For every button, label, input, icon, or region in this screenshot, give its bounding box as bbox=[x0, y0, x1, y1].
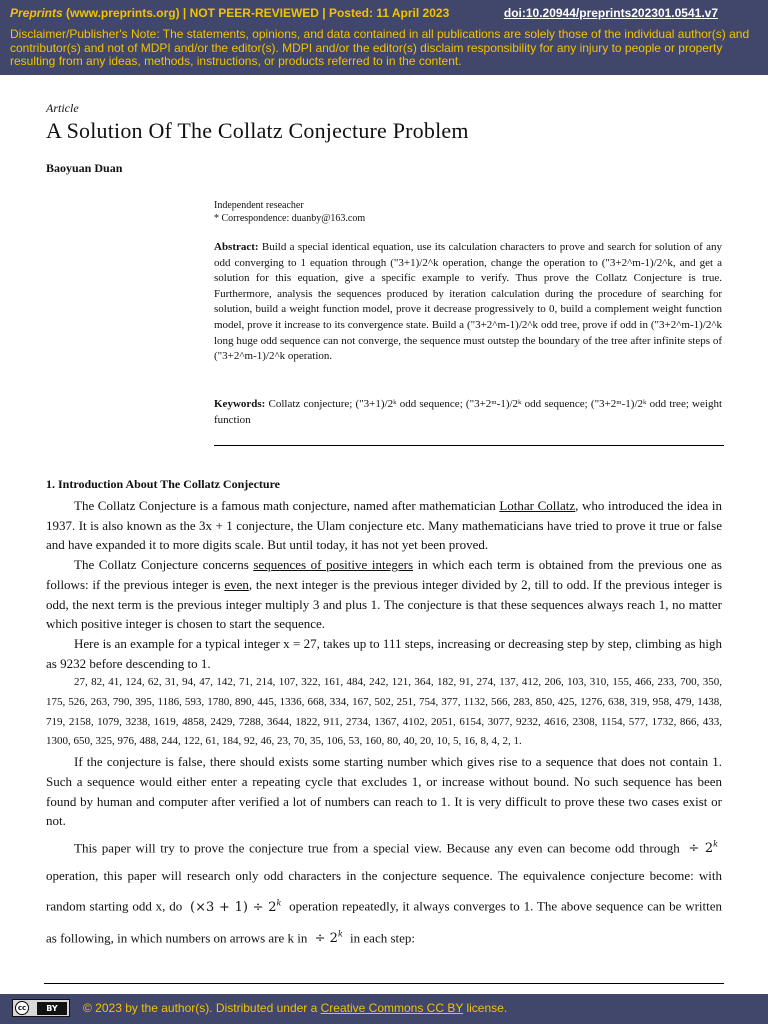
text: in which each term is obtained from the previous one as follows: if the previous integer is bbox=[46, 557, 722, 592]
license-link[interactable]: Creative Commons CC BY bbox=[320, 1001, 464, 1015]
text: The Collatz Conjecture concerns bbox=[74, 557, 254, 573]
banner-header bbox=[10, 6, 449, 20]
math-expr: (×3 + 1) ÷ 2 bbox=[190, 899, 277, 915]
banner-status: (www.preprints.org) | NOT PEER-REVIEWED | Posted: 11 April 2023 bbox=[62, 6, 450, 20]
text: in each step: bbox=[350, 929, 416, 945]
keywords bbox=[214, 397, 722, 428]
paragraph-4: If the conjecture is false, there should exists some starting number which gives rise to a sequence that does not contain 1. Such a sequence would either enter a repeating cycle that excludes 1, or increase without bound. No such sequence has been found by human and computer after verified a lot of numbers can reach to 1. It is very difficult to prove these two cases exist or not. bbox=[46, 754, 722, 829]
lothar-collatz-link[interactable]: Lothar Collatz bbox=[499, 498, 576, 513]
license-footer bbox=[0, 994, 768, 1024]
by-icon: BY bbox=[37, 1002, 67, 1015]
math-expr: ÷ 2 bbox=[314, 930, 338, 946]
collatz-sequence: 27, 82, 41, 124, 62, 31, 94, 47, 142, 71, 214, 107, 322, 161, 484, 242, 121, 364, 182, 91, 274, 137, 412, 206, 103, 310, 155, 466, 233, 700, 350, 175, 526, 263, 790, 395, 1186, 593, 1780, 890, 445, 1336, 668, 334, 167, 502, 251, 754, 377, 1132, 566, 283, 850, 425, 1276, 638, 319, 958, 479, 1438, 719, 2158, 1079, 3238, 1619, 4858, 2429, 7288, 3644, 1822, 911, 2734, 1367, 4102, 2051, 6154, 3077, 9232, 4616, 2308, 1154, 577, 1732, 866, 433, 1300, 650, 325, 976, 488, 244, 122, 61, 184, 92, 46, 23, 70, 35, 106, 53, 160, 80, 40, 20, 10, 5, 16, 8, 4, 2, 1. bbox=[46, 676, 722, 748]
doi-link[interactable]: doi:10.20944/preprints202301.0541.v7 bbox=[503, 6, 718, 20]
math-expr: ÷ 2 bbox=[688, 841, 714, 857]
abstract-text: Build a special identical equation, use its calculation characters to prove and search for solution of any odd converging to 1 equation through ("3+1)/2^k operation, change the operation to ("3+2^m-1)/2^k, and get a solution for this equation, give a specific example to verify. Thus prove the Collatz Conjecture is true. Furthermore, analysis the sequences produced by iteration calculation during the procedure of searching for solution, build a weight function model, prove it decrease progressively to 0, build a complement weight function model, prove it increase to its convergence state. Build a ("3+2^m-1)/2^k odd tree, prove if odd in ("3+2^m-1)/2^k long huge odd sequence can not converge, the sequence must outstep the boundary of the tree after infinite steps of ("3+2^m-1)/2^k operation. bbox=[214, 241, 722, 363]
footer-rule bbox=[44, 983, 724, 984]
text: operation, this paper will research only odd characters in the conjecture sequence. The equivalence conjecture become: with random starting odd x, do bbox=[46, 868, 722, 914]
math-sup: k bbox=[713, 839, 719, 849]
paragraph-2 bbox=[46, 555, 722, 634]
keywords-label: Keywords: bbox=[214, 398, 266, 410]
text: operation repeatedly, it always converges to 1. The above sequence can be written as following, in which numbers on arrows are k in bbox=[46, 898, 723, 945]
paragraph-5 bbox=[46, 831, 722, 952]
sequences-link[interactable]: sequences of positive integers bbox=[253, 557, 413, 573]
math-div-2k-2 bbox=[311, 931, 347, 946]
text: , the next integer is the previous integer divided by 2, till to odd. If the previous integer is odd, the next term is the previous integer multiply 3 and plus 1. The conjecture is that these sequences always reach 1, no matter which positive integer is chosen to start the sequence. bbox=[46, 576, 723, 632]
article-type: Article bbox=[46, 101, 79, 115]
copyright-text bbox=[83, 1001, 507, 1015]
text: The Collatz Conjecture is a famous math conjecture, named after mathematician bbox=[74, 498, 500, 513]
keywords-text: Collatz conjecture; ("3+1)/2ᵏ odd sequence; ("3+2ᵐ-1)/2ᵏ odd sequence; ("3+2ᵐ-1)/2ᵏ odd tree; weight function bbox=[214, 398, 722, 426]
math-sup: k bbox=[276, 898, 282, 908]
math-3x1-div-2k bbox=[186, 900, 285, 915]
abstract-label: Abstract: bbox=[214, 241, 259, 253]
even-link[interactable]: even bbox=[224, 576, 249, 592]
text: This paper will try to prove the conjecture true from a special view. Because any even can become odd through bbox=[74, 840, 680, 856]
abstract-divider bbox=[214, 445, 724, 446]
author-name: Baoyuan Duan bbox=[46, 161, 123, 175]
preprint-banner bbox=[0, 0, 768, 75]
preprints-brand[interactable]: Preprints bbox=[10, 6, 63, 20]
affiliation-block bbox=[214, 199, 365, 225]
cc-by-badge[interactable] bbox=[12, 999, 70, 1017]
text: , who introduced the idea in 1937. It is also known as the 3x + 1 conjecture, the Ulam conjecture etc. Many mathematicians have tried to prove it true or false and have expanded it to more digits scale. But until today, it has not yet been proved. bbox=[46, 498, 722, 553]
paper-title: A Solution Of The Collatz Conjecture Problem bbox=[46, 118, 469, 143]
math-div-2k bbox=[684, 841, 722, 856]
paragraph-1 bbox=[46, 496, 722, 555]
disclaimer-text: Disclaimer/Publisher's Note: The statements, opinions, and data contained in all publications are solely those of the individual author(s) and contributor(s) and not of MDPI and/or the editor(s). MDPI and/or the editor(s) disclaim responsibility for any injury to people or property resulting from any ideas, methods, instructions, or products referred to in the content. bbox=[10, 27, 750, 68]
correspondence: * Correspondence: duanby@163.com bbox=[214, 213, 366, 224]
section-heading: 1. Introduction About The Collatz Conjecture bbox=[46, 477, 281, 491]
paragraph-3: Here is an example for a typical integer x = 27, takes up to 111 steps, increasing or decreasing step by step, climbing as high as 9232 before descending to 1. bbox=[46, 635, 722, 671]
cc-icon: cc bbox=[15, 1001, 29, 1015]
math-sup: k bbox=[337, 929, 343, 939]
affiliation: Independent reseacher bbox=[214, 200, 304, 211]
text: license. bbox=[463, 1001, 508, 1015]
section-body bbox=[46, 496, 722, 952]
text: © 2023 by the author(s). Distributed under a bbox=[83, 1001, 321, 1015]
abstract bbox=[214, 240, 722, 365]
